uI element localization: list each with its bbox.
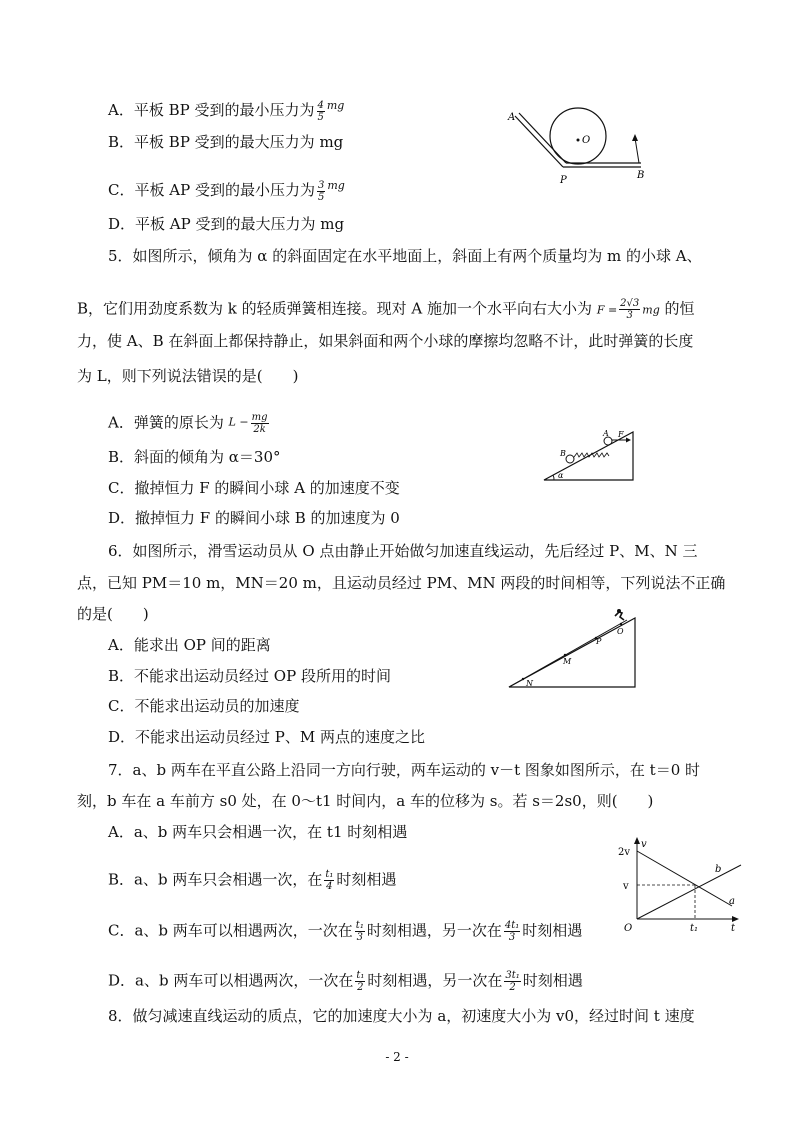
label-a: A — [603, 429, 609, 438]
q5-option-b: B．斜面的倾角为 α＝30° — [108, 448, 281, 466]
label-v-axis: v — [641, 839, 647, 850]
plate-ap-inner — [519, 113, 566, 163]
q5-stem-line2: B，它们用劲度系数为 k 的轻质弹簧相连接。现对 A 施加一个水平向右大小为 F = $\frac{2√3}{3}$ mg 的恒 — [77, 298, 695, 321]
ball — [550, 108, 606, 164]
q6-option-d: D．不能求出运动员经过 P、M 两点的速度之比 — [108, 728, 426, 746]
q7-stem-line1: 7．a、b 两车在平直公路上沿同一方向行驶，两车运动的 v－t 图象如图所示，在 t＝0 时 — [108, 761, 701, 779]
q6-option-a: A．能求出 OP 间的距离 — [108, 636, 271, 654]
fraction: $\frac{\text{4t₁}}{3}$ — [504, 920, 520, 943]
q7-option-b: B．a、b 两车只会相遇一次，在 $\frac{\text{t₁}}{4}$ 时刻相遇 — [108, 869, 397, 892]
label-a: A — [508, 112, 516, 123]
q4-figure-plates-ball — [505, 100, 655, 185]
slope-surface — [509, 620, 627, 687]
q7-figure-vt-graph — [615, 835, 745, 935]
fraction: $\frac{mg}{2k}$ — [251, 412, 268, 435]
fraction: $\frac{\text{3t₁}}{2}$ — [505, 970, 520, 993]
line-b — [637, 865, 741, 919]
q4-option-c: C．平板 AP 受到的最小压力为 $\frac{3}{5}$ $^{mg}$ — [108, 179, 345, 203]
q6-option-c: C．不能求出运动员的加速度 — [108, 697, 300, 715]
page-number: - 2 - — [385, 1050, 409, 1064]
line-a — [637, 851, 732, 906]
plate-ap — [515, 116, 563, 167]
q6-stem-line3: 的是( ) — [77, 605, 149, 623]
q4-option-d: D．平板 AP 受到的最大压力为 mg — [108, 215, 345, 233]
label-t-axis: t — [731, 923, 736, 934]
q5-option-c: C．撤掉恒力 F 的瞬间小球 A 的加速度不变 — [108, 479, 400, 497]
force-symbol: F = — [596, 303, 618, 317]
q4-option-a: A．平板 BP 受到的最小压力为 $\frac{4}{5}$ $^{mg}$ — [108, 99, 345, 123]
label-o: O — [617, 627, 624, 636]
q7-option-a: A．a、b 两车只会相遇一次，在 t1 时刻相遇 — [108, 823, 408, 841]
q8-stem-line1: 8．做匀减速直线运动的质点，它的加速度大小为 a，初速度大小为 v0，经过时间 t 速度 — [108, 1007, 695, 1025]
label-origin: O — [624, 923, 633, 934]
q5-stem-line1: 5．如图所示，倾角为 α 的斜面固定在水平地面上，斜面上有两个质量均为 m 的小球 A、 — [108, 247, 702, 265]
label-t1: t₁ — [690, 923, 699, 934]
t-axis-arrow — [732, 916, 739, 922]
q5-option-a: A．弹簧的原长为 L − $\frac{mg}{2k}$ — [108, 412, 268, 435]
fraction: $\frac{4}{5}$ — [317, 99, 324, 123]
v-axis-arrow — [634, 837, 640, 844]
q7-stem-line2: 刻，b 车在 a 车前方 s0 处，在 0～t1 时间内，a 车的位移为 s。若 s＝2s0，则( ) — [77, 792, 654, 810]
label-p: P — [560, 175, 567, 185]
rotation-arrow — [635, 138, 639, 163]
label-b: b — [715, 864, 722, 875]
ball-center — [577, 139, 580, 142]
q5-option-a-text: A．弹簧的原长为 — [108, 413, 224, 432]
force-arrow-head — [626, 438, 631, 443]
fraction: $\frac{\text{t₁}}{4}$ — [325, 869, 334, 892]
label-m: M — [563, 657, 572, 666]
point-m — [564, 654, 566, 656]
q6-option-b: B．不能求出运动员经过 OP 段所用的时间 — [108, 667, 391, 685]
skier-icon — [615, 612, 624, 620]
q4-option-b: B．平板 BP 受到的最大压力为 mg — [108, 133, 344, 151]
q5-stem-line4: 为 L，则下列说法错误的是( ) — [77, 367, 299, 385]
ball-b — [566, 455, 574, 463]
label-o: O — [582, 135, 591, 146]
label-f: F — [618, 430, 624, 439]
q6-stem-line1: 6．如图所示，滑雪运动员从 O 点由静止开始做匀加速直线运动，先后经过 P、M、N 三 — [108, 542, 698, 560]
angle-arc — [553, 475, 554, 480]
fraction: $\frac{3}{5}$ — [317, 179, 325, 203]
q7-option-c: C．a、b 两车可以相遇两次，一次在 $\frac{\text{t₁}}{3}$ 时刻相遇，另一次在 $\frac{\text{4t₁}}{3}$ 时刻相遇 — [108, 920, 583, 943]
q6-figure-ski-slope — [505, 608, 640, 690]
label-a: a — [729, 896, 735, 907]
point-n — [522, 678, 524, 680]
q6-stem-line2: 点，已知 PM＝10 m，MN＝20 m，且运动员经过 PM、MN 两段的时间相等，下列说法不正确 — [77, 574, 726, 592]
arrow-head — [632, 134, 638, 141]
label-b: B — [637, 170, 645, 181]
q5-stem-line2-end: 的恒 — [664, 299, 695, 318]
label-b: B — [560, 449, 566, 458]
fraction: $\frac{\text{t₁}}{2}$ — [356, 970, 365, 993]
force-fraction: $\frac{2√3}{3}$ — [620, 298, 640, 321]
q4-option-c-text: C．平板 AP 受到的最小压力为 — [108, 181, 315, 199]
fraction: $\frac{\text{t₁}}{3}$ — [355, 920, 364, 943]
label-alpha: α — [558, 471, 564, 480]
skier-head — [617, 609, 621, 613]
q4-option-a-text: A．平板 BP 受到的最小压力为 — [108, 101, 315, 119]
q5-stem-line2-text: B，它们用劲度系数为 k 的轻质弹簧相连接。现对 A 施加一个水平向右大小为 — [77, 299, 593, 318]
label-v: v — [623, 881, 629, 892]
point-o — [620, 623, 622, 625]
q5-figure-incline-spring — [540, 428, 640, 483]
ball-a — [604, 437, 612, 445]
label-n: N — [526, 679, 533, 688]
q5-option-d: D．撤掉恒力 F 的瞬间小球 B 的加速度为 0 — [108, 509, 400, 527]
label-2v: 2v — [618, 847, 631, 858]
q5-stem-line3: 力，使 A、B 在斜面上都保持静止，如果斜面和两个小球的摩擦均忽略不计，此时弹簧的长度 — [77, 332, 694, 350]
q7-option-d: D．a、b 两车可以相遇两次，一次在 $\frac{\text{t₁}}{2}$ 时刻相遇，另一次在 $\frac{\text{3t₁}}{2}$ 时刻相遇 — [108, 970, 583, 993]
label-p: P — [596, 637, 602, 646]
